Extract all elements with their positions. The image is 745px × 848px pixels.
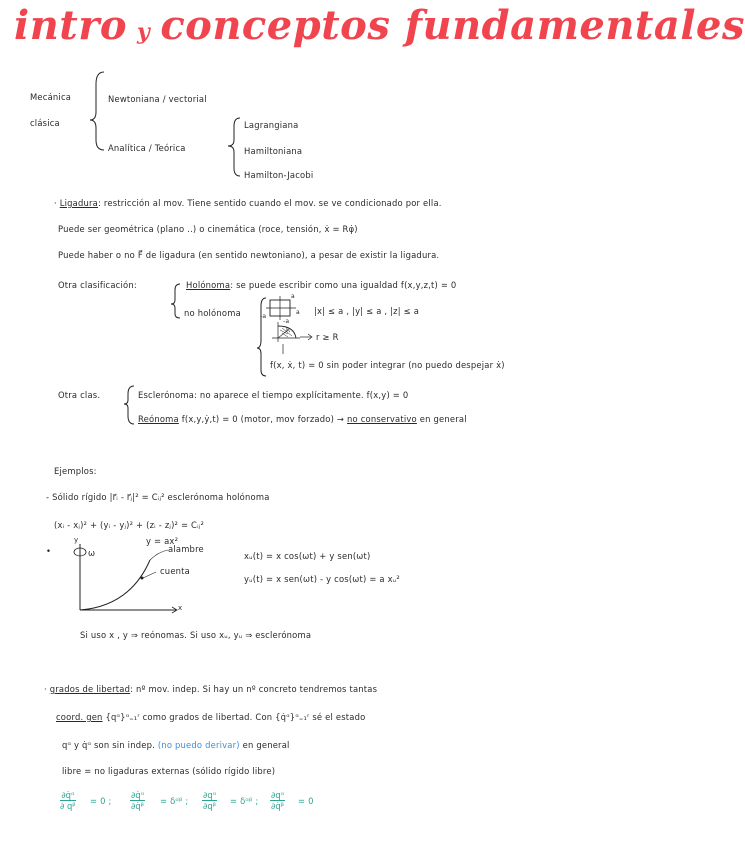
bullet: · (44, 684, 47, 694)
fraction-2: $\frac{\text{∂q̇ᵅ}}{\text{∂q̇ᵝ}}$ (131, 790, 145, 811)
fraction-1-rhs: = 0 ; (90, 796, 112, 806)
distance-eq: (xᵢ - xⱼ)² + (yᵢ - yⱼ)² + (zᵢ - zⱼ)² = Cᵢⱼ² (54, 520, 205, 530)
grados-term: grados de libertad (49, 684, 131, 694)
brace-mecanica (90, 72, 104, 150)
fraction-1: $\frac{\text{∂q̇ᵅ}}{\text{∂ qᵝ}}$ (60, 790, 76, 811)
bullet-example: • (46, 546, 52, 556)
no-holonoma-term: no holónoma (184, 308, 241, 318)
ligadura-line1 (54, 198, 442, 208)
otra-clas: Otra clas. (58, 390, 101, 400)
brace-holonoma (171, 284, 180, 318)
cuenta-label: cuenta (160, 566, 190, 576)
fraction-3: $\frac{\text{∂qᵅ}}{\text{∂qᵝ}}$ (203, 790, 217, 811)
escleronoma-term: Esclerónoma (138, 390, 195, 400)
grados-line3-post: en general (242, 740, 290, 750)
box-a-top: a (291, 293, 295, 300)
grados-line2-mid: {qᵅ}ᵅ₌₁ʳ como grados de libertad. Con {q̇ᵅ}ᵅ₌₁ʳ sé el estado (105, 712, 366, 722)
reonoma-term: Reónoma (138, 414, 179, 424)
axis-x-label: x (178, 604, 183, 612)
box-a-right: a (296, 309, 300, 316)
holonoma-term: Holónoma (186, 280, 231, 290)
ligadura-line3-pre: Puede haber o no (58, 250, 135, 260)
omega-label: ω (88, 548, 96, 558)
escleronoma-line (138, 390, 408, 400)
holonoma-desc: : se puede escribir como una igualdad f(x,y,z,t) = 0 (230, 280, 457, 290)
fraction-2-rhs: = δᵅᵝ ; (160, 796, 189, 806)
brace-no-holonoma (257, 298, 266, 376)
si-uso: Si uso x , y ⇒ reónomas. Si uso xᵤ, yᵤ ⇒ esclerónoma (80, 630, 312, 640)
brace-analitica (228, 118, 240, 176)
reonoma-desc-post: en general (419, 414, 467, 424)
fraction-4: $\frac{\text{∂qᵅ}}{\text{∂q̇ᵝ}}$ (271, 790, 285, 811)
reonoma-line (138, 414, 467, 424)
fraction-3-rhs: = δᵅᵝ ; (230, 796, 259, 806)
hamiltoniana-label: Hamiltoniana (244, 146, 303, 156)
otra-clasificacion: Otra clasificación: (58, 280, 137, 290)
lagrangiana-label: Lagrangiana (244, 120, 299, 130)
newtoniana-label: Newtoniana / vectorial (108, 94, 207, 104)
r-geq-R: r ≥ R (316, 332, 339, 342)
grados-line1 (44, 684, 377, 694)
solido-rigido: - Sólido rígido |r⃗ᵢ - r⃗ⱼ|² = Cᵢⱼ² esclerónoma holónoma (46, 492, 270, 502)
coord-gen: coord. gen (56, 712, 103, 722)
box-a-left: -a (260, 313, 267, 320)
circle-r-label: R (286, 327, 291, 334)
bullet: · (54, 198, 57, 208)
box-a-bottom: -a (283, 318, 290, 325)
brace-otra-clas (124, 386, 134, 424)
clasica-label: clásica (30, 118, 60, 128)
ligadura-line2: Puede ser geométrica (plano ..) o cinemática (roce, tensión, ẋ = Rφ̇) (58, 224, 358, 234)
no-conservativo: no conservativo (347, 414, 417, 424)
ejemplos-heading: Ejemplos: (54, 466, 97, 476)
escleronoma-desc: : no aparece el tiempo explícitamente. f(x,y) = 0 (194, 390, 409, 400)
grados-line2 (56, 712, 365, 722)
xu-eq: xᵤ(t) = x cos(ωt) + y sen(ωt) (244, 551, 371, 561)
title-conceptos: conceptos fundamentales (160, 2, 745, 49)
alambre-label: alambre (168, 544, 204, 554)
yu-eq: yᵤ(t) = x sen(ωt) - y cos(ωt) = a xᵤ² (244, 574, 400, 584)
analitica-label: Analítica / Teórica (108, 143, 186, 153)
f-velocity: f(x, ẋ, t) = 0 sin poder integrar (no puedo despejar ẋ) (270, 360, 505, 370)
grados-line3-pre: qᵅ y q̇ᵅ son sin indep. (62, 740, 155, 750)
grados-line3 (62, 740, 290, 750)
force-vector: F⃗ (137, 250, 143, 260)
ligadura-def: : restricción al mov. Tiene sentido cuando el mov. se ve condicionado por ella. (98, 198, 442, 208)
axis-y-label: y (74, 536, 79, 544)
reonoma-desc: f(x,y,ẏ,t) = 0 (motor, mov forzado) → (181, 414, 345, 424)
title-intro: intro (14, 2, 128, 49)
no-puedo-derivar: (no puedo derivar) (157, 740, 240, 750)
hamilton-jacobi-label: Hamilton-Jacobi (244, 170, 314, 180)
grados-def: : nº mov. indep. Si hay un nº concreto tendremos tantas (130, 684, 378, 694)
ligadura-line3 (58, 250, 439, 260)
ligadura-line3-post: de ligadura (en sentido newtoniano), a pesar de existir la ligadura. (145, 250, 440, 260)
fraction-4-rhs: = 0 (298, 796, 314, 806)
parabola-curve (80, 560, 150, 610)
box-inequality: |x| ≤ a , |y| ≤ a , |z| ≤ a (314, 306, 420, 316)
curve-eq: y = ax² (146, 536, 179, 546)
mecanica-label: Mecánica (30, 92, 72, 102)
ligadura-term: Ligadura (59, 198, 98, 208)
title-y: y (137, 19, 151, 45)
grados-line4: libre = no ligaduras externas (sólido rígido libre) (62, 766, 276, 776)
holonoma-line (186, 280, 456, 290)
